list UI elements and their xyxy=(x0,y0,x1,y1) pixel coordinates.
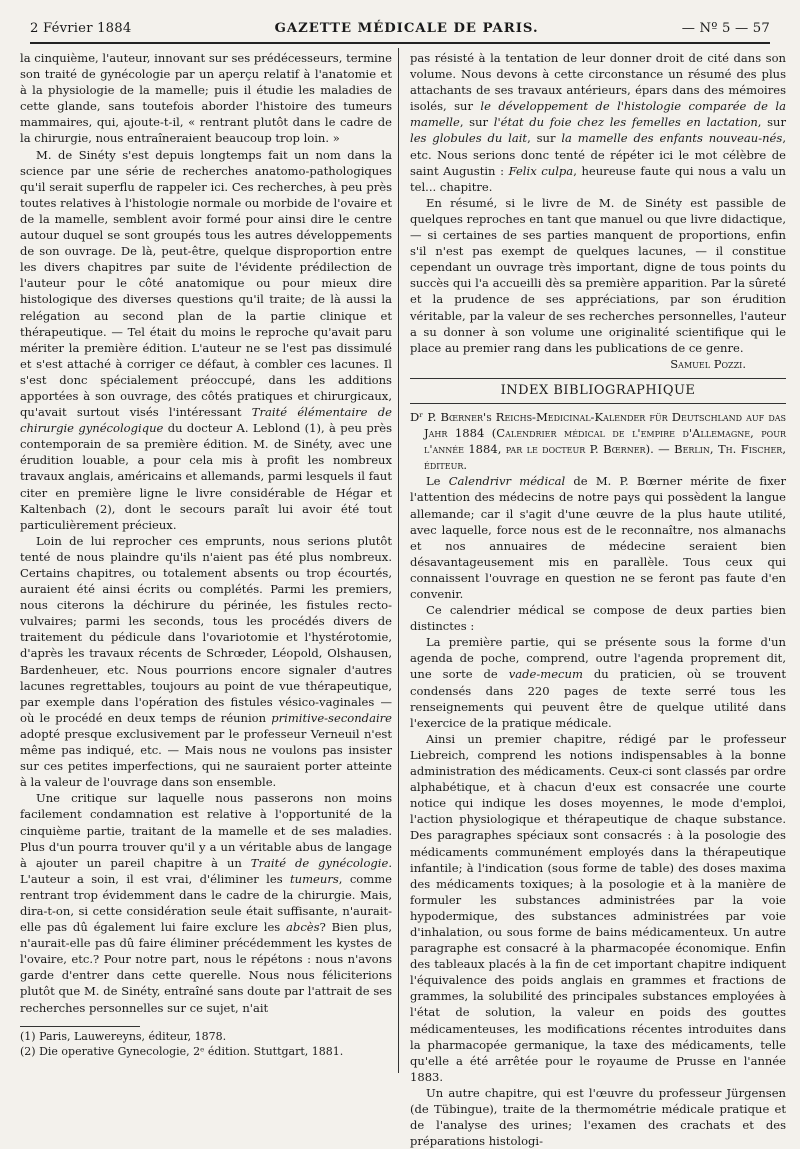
header-date: 2 Février 1884 xyxy=(30,20,132,36)
paragraph: Un autre chapitre, qui est l'œuvre du professeur Jürgensen (de Tübingue), traite de la thermométrie médicale pratique et de l'analyse des urines; l'examen des crachats et des préparations histologi- xyxy=(410,1085,786,1149)
footnote: (1) Paris, Lauwereyns, éditeur, 1878. xyxy=(20,1030,227,1043)
paragraph: la cinquième, l'auteur, innovant sur ses prédécesseurs, termine son traité de gynécologie par un aperçu relatif à l'anatomie et à la physiologie de la mamelle; puis il étudie les maladies de cette glande, sans toutefois aborder l'histoire des tumeurs mammaires, qui, ajoute-t-il, « rentrant plutôt dans le cadre de la chirurgie, nous entraîneraient beaucoup trop loin. » xyxy=(20,51,392,146)
left-column xyxy=(20,50,392,1070)
paragraph: En résumé, si le livre de M. de Sinéty est passible de quelques reproches en tant que manuel ou que livre didactique, — si certaines de ses parties manquent de proportions, enfin s'il n'est pas exempt de quelques lacunes, — il constitue cependant un ouvrage très important, digne de tous points du succès qui l'a accueilli dès sa première apparition. Par la sûreté et la prudence de ses appréciations, par son érudition véritable, par la valeur de ses recherches personnelles, l'auteur a su donner à son volume une originalité scientifique qui le place au premier rang dans les publications de ce genre. xyxy=(410,195,786,355)
author-signature: Samuel Pozzi. xyxy=(670,356,746,371)
section-rule xyxy=(410,378,786,379)
footnote: (2) Die operative Gynecologie, 2ᵉ édition. Stuttgart, 1881. xyxy=(20,1045,344,1058)
paragraph: pas résisté à la tentation de leur donner droit de cité dans son volume. Nous devons à cette circonstance un résumé des plus attachants de ses travaux antérieurs, épars dans des mémoires isolés, sur le développement de l'histologie comparée de la mamelle, sur l'état du foie chez les femelles en lactation, sur les globules du lait, sur la mamelle des enfants nouveau-nés, etc. Nous serions donc tenté de répéter ici le mot célèbre de saint Augustin : Felix culpa, heureuse faute qui nous a valu un tel... chapitre. xyxy=(410,51,786,194)
footnote-rule xyxy=(20,1026,140,1027)
paragraph: M. de Sinéty s'est depuis longtemps fait un nom dans la science par une série de recherches anatomo-pathologiques qu'il serait superflu de rappeler ici. Ces recherches, à peu près toutes relatives à l'histologie normale ou morbide de l'ovaire et de la mamelle, semblent avoir formé pour ainsi dire le centre autour duquel se sont groupés tous les autres développements de son ouvrage. De là, peut-être, quelque disproportion entre les divers chapitres par suite de l'évidente prédilection de l'auteur pour le côté anatomique ou pour mieux dire histologique des diverses questions qu'il traite; de là aussi la relégation au second plan de la partie clinique et thérapeutique. — Tel était du moins le reproche qu'avait paru mériter la première édition. L'auteur ne se l'est pas dissimulé et s'est attaché à corriger ce défaut, à combler ces lacunes. Il s'est donc spécialement préoccupé, dans les additions apportées à son ouvrage, des côtés pratiques et chirurgicaux, qu'avait surtout visés l'intéressant Traité élémentaire de chirurgie gynécologique du docteur A. Leblond (1), à peu près contemporain de sa première édition. M. de Sinéty, avec une érudition louable, a pour cela mis à profit les nombreux travaux anglais, américains et allemands, parmi lesquels il faut citer en première ligne le livre considérable de Hégar et Kaltenbach (2), dont le secours paraît lui avoir été tout particulièrement précieux. xyxy=(20,147,392,532)
paragraph: Loin de lui reprocher ces emprunts, nous serions plutôt tenté de nous plaindre qu'ils n'aient pas été plus nombreux. Certains chapitres, ou totalement absents ou trop écourtés, auraient été ainsi écrits ou complétés. Parmi les premiers, nous citerons la déchirure du périnée, les fistules recto-vulvaires; parmi les seconds, tous les procédés divers de traitement du pédicule dans l'ovariotomie et l'hystérotomie, d'après les travaux récents de Schrœder, Léopold, Olshausen, Bardenheuer, etc. Nous pourrions encore signaler d'autres lacunes regrettables, toujours au point de vue thérapeutique, par exemple dans l'opération des fistules vésico-vaginales — où le procédé en deux temps de réunion primitive-secondaire adopté presque exclusivement par le professeur Verneuil n'est même pas indiqué, etc. — Mais nous ne voulons pas insister sur ces petites imperfections, qui ne sauraient porter atteinte à la valeur de l'ouvrage dans son ensemble. xyxy=(20,533,392,790)
section-rule xyxy=(410,403,786,404)
paragraph: Ainsi un premier chapitre, rédigé par le professeur Liebreich, comprend les notions indispensables à la bonne administration des médicaments. Ceux-ci sont classés par ordre alphabétique, et à chacun d'eux est consacrée une courte notice qui indique les doses moyennes, le mode d'emploi, l'action physiologique et thérapeutique de chaque substance. Des paragraphes spéciaux sont consacrés : à la posologie des médicaments communément employés dans la thérapeutique infantile; à l'indication (sous forme de table) des doses maxima des médicaments toxiques; à la posologie et à la manière de formuler les substances administrées par la voie hypodermique, des substances administrées par voie d'inhalation, ou sous forme de bains médicamenteux. Un autre paragraphe est consacré à la pharmacopée économique. Enfin des tableaux placés à la fin de cet important chapitre indiquent l'équivalence des poids anglais en grammes et fractions de grammes, la solubilité des principales substances employées à l'état de solution, la valeur en poids des gouttes médicamenteuses, les modifications récentes introduites dans la pharmacopée germanique, la taxe des médicaments, telle qu'elle a été arrêtée pour le royaume de Prusse en l'année 1883. xyxy=(410,731,786,1084)
footnotes xyxy=(20,1026,392,1059)
journal-title: GAZETTE MÉDICALE DE PARIS. xyxy=(274,20,539,36)
paragraph: Une critique sur laquelle nous passerons non moins facilement condamnation est relative à l'opportunité de la cinquième partie, traitant de la mamelle et de ses maladies. Plus d'un pourra trouver qu'il y a un véritable abus de langage à ajouter un pareil chapitre à un Traité de gynécologie. L'auteur a soin, il est vrai, d'éliminer les tumeurs, comme rentrant trop évidemment dans le cadre de la chirurgie. Mais, dira-t-on, si cette considération seule était suffisante, n'aurait-elle pas dû également lui faire exclure les abcès? Bien plus, n'aurait-elle pas dû faire éliminer précédemment les kystes de l'ovaire, etc.? Pour notre part, nous le répétons : nous n'avons garde d'entrer dans cette querelle. Nous nous féliciterions plutôt que M. de Sinéty, entraîné sans doute par l'attrait de ses recherches personnelles sur ce sujet, n'ait xyxy=(20,791,393,1015)
paragraph: Le Calendrivr médical de M. P. Bœrner mérite de fixer l'attention des médecins de notre pays qui possèdent la langue allemande; car il s'agit d'une œuvre de la plus haute utilité, avec laquelle, force nous est de le reconnaître, nos almanachs et nos annuaires de médecine seraient bien désavantageusement mis en parallèle. Tous ceux qui connaissent l'ouvrage en question ne se feront pas faute d'en convenir. xyxy=(410,474,786,601)
bibliography-entry: Dʳ P. Bœrner's Reichs-Medicinal-Kalender für Deutschland auf das Jahr 1884 (Calendrier médical de l'empire d'Allemagne, pour l'année 1884, par le docteur P. Bœrner). — Berlin, Th. Fischer, éditeur. xyxy=(410,409,786,473)
section-title: INDEX BIBLIOGRAPHIQUE xyxy=(500,382,696,398)
paragraph: Ce calendrier médical se compose de deux parties bien distinctes : xyxy=(410,603,786,634)
right-column xyxy=(410,50,786,1149)
column-divider xyxy=(398,48,399,1073)
header-issue-page: — Nº 5 — 57 xyxy=(681,20,770,36)
paragraph: La première partie, qui se présente sous la forme d'un agenda de poche, comprend, outre l'agenda proprement dit, une sorte de vade-mecum du praticien, où se trouvent condensés dans 220 pages de texte serré tous les renseignements qui peuvent être de quelque utilité dans l'exercice de la pratique médicale. xyxy=(410,635,786,730)
page-header xyxy=(30,14,770,44)
